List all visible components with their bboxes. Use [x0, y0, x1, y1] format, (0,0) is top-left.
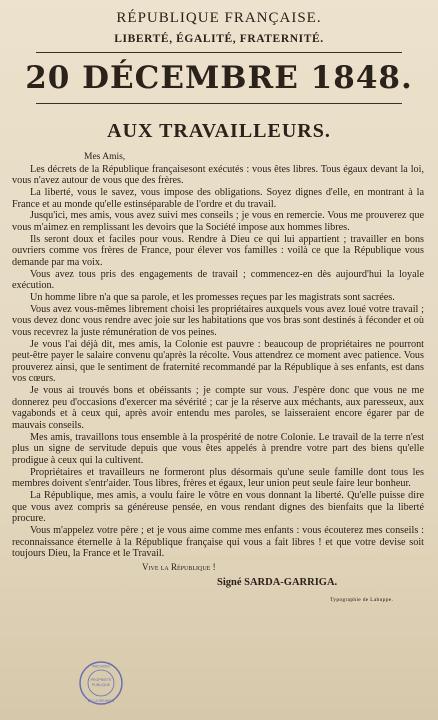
svg-text:ARCHIVES: ARCHIVES [92, 664, 110, 669]
paragraph: Propriétaires et travailleurs ne formeront plus désormais qu'une seule famille dont tous les membres doivent s'entr'aider. Tous libres, frères et égaux, leur union peut seule faire leur bonheur. [12, 466, 424, 490]
signature-row [12, 576, 424, 603]
title-heading: AUX TRAVAILLEURS. [107, 120, 331, 142]
paragraph: La liberté, vous le savez, vous impose des obligations. Soyez dignes d'elle, en montrant à la France et au monde qu'elle estinséparable de l'ordre et du travail. [12, 186, 424, 210]
paragraph: Vous m'appelez votre père ; et je vous aime comme mes enfants : vous écouterez mes conseils : reconnaissance éternelle à la République française qui vous a fait libres ! et que votre devise soit toujours Dieu, la France et le Travail. [12, 525, 424, 560]
divider [36, 103, 402, 104]
svg-text:PROPRIÉTÉ: PROPRIÉTÉ [90, 678, 112, 682]
proclamation-body [12, 152, 424, 603]
date-heading: 20 DÉCEMBRE 1848. [25, 60, 413, 96]
paragraph: Jusqu'ici, mes amis, vous avez suivi mes conseils ; je vous en remercie. Vous me prouverez que vous m'aimez en remplissant les devoirs que la Société impose aux hommes libres. [12, 210, 424, 233]
archives-stamp-icon [78, 660, 124, 706]
paragraph: Les décrets de la République françaisesont exécutés : vous êtes libres. Tous égaux devant la loi, vous n'avez autour de vous que des frères. [12, 163, 424, 187]
paragraph: La République, mes amis, a voulu faire le vôtre en vous donnant la liberté. Qu'elle puisse dire que vous avez compris sa généreuse pensée, en vous rendant dignes des bienfaits que la liberté procure. [12, 490, 424, 525]
paragraph: Ils seront doux et faciles pour vous. Rendre à Dieu ce qui lui appartient ; travailler en bons ouvriers comme vos frères de France, pour élever vos familles : voilà ce que la République vous demande par ma voix. [12, 233, 424, 268]
paragraph: Un homme libre n'a que sa parole, et les promesses reçues par les magistrats sont sacrées. [30, 291, 395, 303]
svg-text:PUBLIQUE: PUBLIQUE [91, 683, 111, 687]
svg-text:DE LA RÉUNION: DE LA RÉUNION [87, 699, 115, 703]
divider [36, 52, 402, 53]
salutation: Mes Amis, [84, 152, 126, 162]
paragraph: Je vous ai trouvés bons et obéissants ; je compte sur vous. J'espère donc que vous ne me donnerez peu d'occasions d'exercer ma sévérité ; car je la réserve aux méchants, aux paresseux, aux vagabonds et à ceux qui, après avoir entendu mes paroles, se laisseraient encore égarer par de mauvais conseils. [12, 385, 424, 432]
paragraph: Vous avez tous pris des engagements de travail ; commencez-en dès aujourd'hui la loyale exécution. [12, 268, 424, 292]
paragraph: Je vous l'ai déjà dit, mes amis, la Colonie est pauvre : beaucoup de propriétaires ne pourront peut-être payer le salaire convenu qu'après la récolte. Vous attendrez ce moment avec patience. Vous prouverez ainsi, que le sentiment de fraternité recommandé par la République à ses enfants, est dans vos cœurs. [12, 338, 424, 385]
republique-heading: RÉPUBLIQUE FRANÇAISE. [116, 10, 322, 26]
printer-credit: Typographie de Lahuppe. [330, 596, 394, 603]
signature: Signé SARDA-GARRIGA. [217, 576, 338, 588]
devise: LIBERTÉ, ÉGALITÉ, FRATERNITÉ. [114, 33, 324, 45]
paragraph: Mes amis, travaillons tous ensemble à la prospérité de notre Colonie. Le travail de la terre n'est plus un signe de servitude depuis que vous êtes appelés à prendre votre part des biens qu'elle prodigue à ceux qui la cultivent. [12, 431, 424, 467]
paragraph: Vous avez vous-mêmes librement choisi les propriétaires auxquels vous avez loué votre travail ; vous devez donc vous rendre avec joie sur les habitations que vos bras sont destinés à féconder et où vous recevrez la juste rémunération de vos peines. [12, 303, 424, 338]
vive-la-republique: Vive la République ! [142, 561, 216, 572]
